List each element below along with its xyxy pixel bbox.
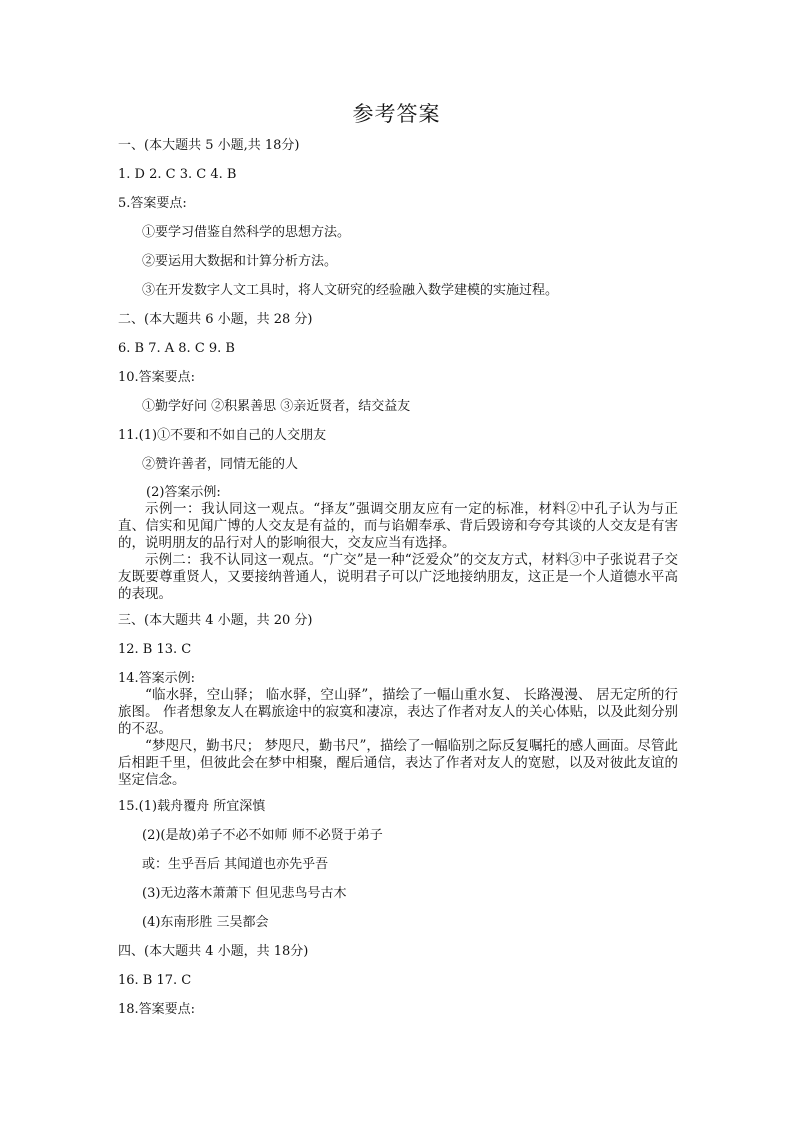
section-4-heading: 四、(本大题共 4 小题，共 18分)	[118, 944, 309, 959]
question-11-example-1: 示例一：我认同这一观点。“择友”强调交朋友应有一定的标准，材料②中孔子认为与正直、信实和见闻广博的人交友是有益的，而与谄媚奉承、背后毁谤和夸夸其谈的人交友是有害的，说明朋友的品行对人的影响很大，交友应当有选择。	[118, 501, 678, 551]
question-15-part-4: (4)东南形胜 三吴都会	[142, 915, 269, 930]
question-10-points: ①勤学好问 ②积累善思 ③亲近贤者，结交益友	[142, 399, 411, 414]
question-15-part-3: (3)无边落木萧萧下 但见悲鸟号古木	[142, 886, 347, 901]
question-11-part-1: 11.(1)①不要和不如自己的人交朋友	[118, 428, 327, 443]
section-1-heading: 一、(本大题共 5 小题,共 18分)	[118, 138, 300, 153]
question-15-part-2: (2)(是故)弟子不必不如师 师不必贤于弟子	[142, 828, 383, 843]
question-14-paragraph-1: “临水驿，空山驿； 临水驿，空山驿”，描绘了一幅山重水复、 长路漫漫、 居无定所的行旅图。 作者想象友人在羁旅途中的寂寞和凄凉，表达了作者对友人的关心体贴，以及此刻分别的不忍。	[118, 687, 678, 737]
question-5-point-3: ③在开发数字人文工具时，将人文研究的经验融入数学建模的实施过程。	[142, 283, 559, 298]
question-15-part-1: 15.(1)载舟覆舟 所宜深慎	[118, 799, 266, 814]
question-11-examples	[118, 501, 678, 603]
answers-12-13: 12. B 13. C	[118, 642, 192, 657]
question-14-paragraph-2: “梦咫尺，勤书尺； 梦咫尺，勤书尺”，描绘了一幅临别之际反复嘱托的感人画面。尽管此后相距千里，但彼此会在梦中相聚，醒后通信，表达了作者对友人的宽慰，以及对彼此友谊的坚定信念。	[118, 738, 678, 788]
answers-1-4: 1. D 2. C 3. C 4. B	[118, 167, 237, 182]
question-11-part-1-item-2: ②赞许善者，同情无能的人	[142, 457, 299, 472]
answers-16-17: 16. B 17. C	[118, 973, 192, 988]
question-14-heading: 14.答案示例:	[118, 671, 196, 686]
page-title: 参考答案	[352, 102, 441, 126]
question-18-heading: 18.答案要点:	[118, 1002, 196, 1017]
question-5-heading: 5.答案要点:	[118, 196, 187, 211]
question-11-example-2: 示例二：我不认同这一观点。“广交”是一种“泛爱众”的交友方式，材料③中子张说君子交友既要尊重贤人，又要接纳普通人，说明君子可以广泛地接纳朋友，这正是一个人道德水平高的表现。	[118, 552, 678, 602]
question-10-heading: 10.答案要点:	[118, 370, 196, 385]
question-11-part-2-heading: (2)答案示例:	[146, 485, 221, 500]
section-3-heading: 三、(本大题共 4 小题，共 20 分)	[118, 613, 313, 628]
question-15-part-2-alt: 或：生乎吾后 其闻道也亦先乎吾	[142, 857, 329, 872]
question-14-answer	[118, 687, 678, 789]
answers-6-9: 6. B 7. A 8. C 9. B	[118, 341, 235, 356]
question-5-point-1: ①要学习借鉴自然科学的思想方法。	[142, 225, 351, 240]
section-2-heading: 二、(本大题共 6 小题，共 28 分)	[118, 312, 313, 327]
question-5-point-2: ②要运用大数据和计算分析方法。	[142, 254, 338, 269]
